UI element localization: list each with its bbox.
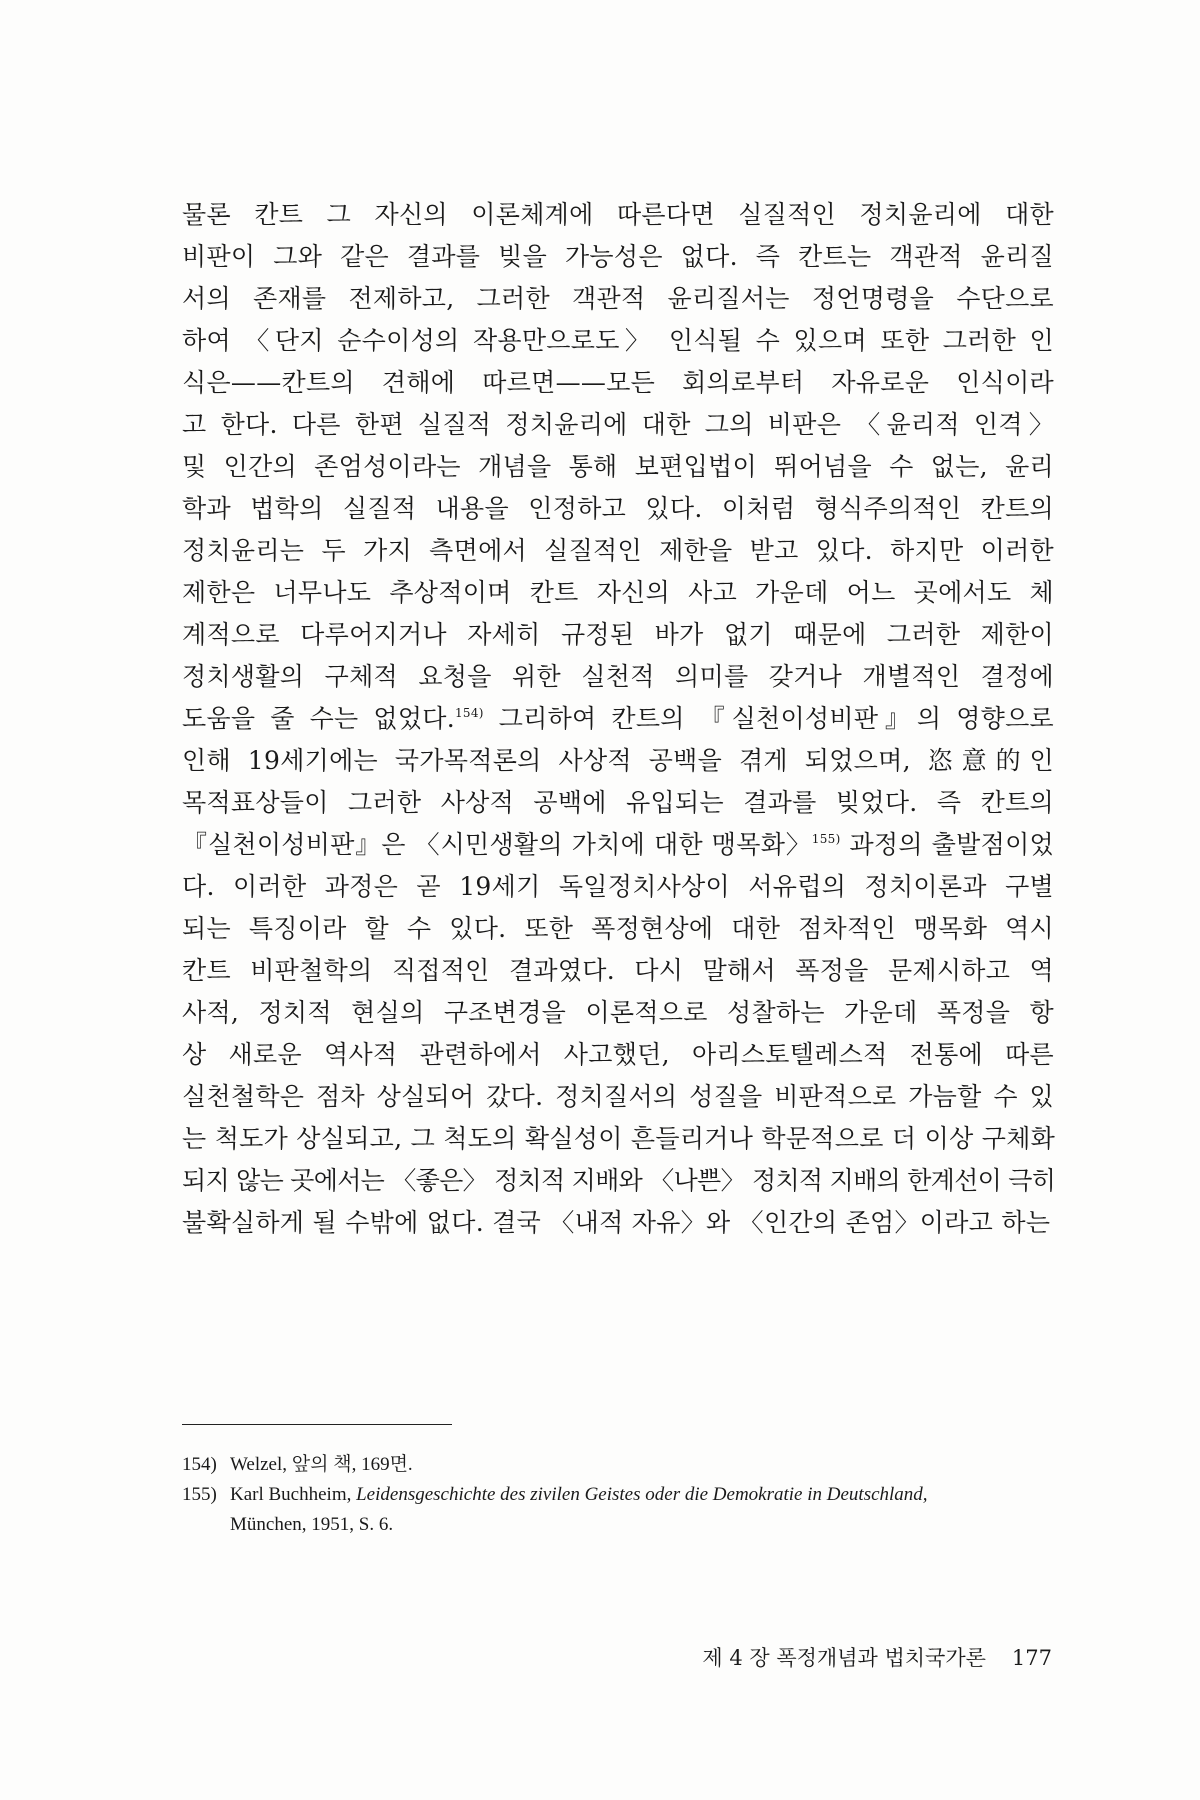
text-line: 되는 특징이라 할 수 있다. 또한 폭정현상에 대한 점차적인 맹목화 역시 bbox=[182, 914, 1054, 943]
text-line: 사적, 정치적 현실의 구조변경을 이론적으로 성찰하는 가운데 폭정을 항 bbox=[182, 998, 1054, 1027]
text-line: 제한은 너무나도 추상적이며 칸트 자신의 사고 가운데 어느 곳에서도 체 bbox=[182, 578, 1054, 607]
text-line: 하여 〈단지 순수이성의 작용만으로도〉 인식될 수 있으며 또한 그러한 인 bbox=[182, 326, 1054, 355]
text-line: 되지 않는 곳에서는 〈좋은〉 정치적 지배와 〈나쁜〉 정치적 지배의 한계선이 극히 bbox=[182, 1166, 1056, 1195]
footnote-text: Welzel, 앞의 책, 169면. bbox=[230, 1454, 413, 1475]
running-footer bbox=[702, 1642, 1052, 1672]
text-line: 상 새로운 역사적 관련하에서 사고했던, 아리스토텔레스적 전통에 따른 bbox=[182, 1040, 1054, 1069]
text-line: 식은——칸트의 견해에 따르면——모든 회의로부터 자유로운 인식이라 bbox=[182, 368, 1054, 397]
body-text bbox=[182, 194, 1054, 1244]
text-line: 학과 법학의 실질적 내용을 인정하고 있다. 이처럼 형식주의적인 칸트의 bbox=[182, 494, 1054, 523]
footnote-title: Leidensgeschichte des zivilen Geistes oder die Demokratie in Deutschland, bbox=[356, 1484, 928, 1505]
text-line: 정치생활의 구체적 요청을 위한 실천적 의미를 갖거나 개별적인 결정에 bbox=[182, 662, 1054, 691]
text-line: 서의 존재를 전제하고, 그러한 객관적 윤리질서는 정언명령을 수단으로 bbox=[182, 284, 1054, 313]
text-line: 정치윤리는 두 가지 측면에서 실질적인 제한을 받고 있다. 하지만 이러한 bbox=[182, 536, 1054, 565]
text-segment: 도움을 줄 수는 없었다. bbox=[182, 704, 455, 733]
text-segment: 과정의 출발점이었 bbox=[849, 830, 1054, 859]
text-line: 계적으로 다루어지거나 자세히 규정된 바가 없기 때문에 그러한 제한이 bbox=[182, 620, 1054, 649]
text-line bbox=[182, 824, 1054, 866]
footnote-divider bbox=[182, 1424, 452, 1425]
text-line: 비판이 그와 같은 결과를 빚을 가능성은 없다. 즉 칸트는 객관적 윤리질 bbox=[182, 242, 1054, 271]
chapter-title: 제 4 장 폭정개념과 법치국가론 bbox=[702, 1646, 986, 1670]
text-line: 다. 이러한 과정은 곧 19세기 독일정치사상이 서유럽의 정치이론과 구별 bbox=[182, 872, 1054, 901]
footnote-continuation: München, 1951, S. 6. bbox=[230, 1514, 394, 1535]
footnote-author: Karl Buchheim, bbox=[230, 1484, 352, 1505]
text-line: 칸트 비판철학의 직접적인 결과였다. 다시 말해서 폭정을 문제시하고 역 bbox=[182, 956, 1054, 985]
footnote-number: 154) bbox=[182, 1454, 217, 1475]
text-line: 불확실하게 될 수밖에 없다. 결국 〈내적 자유〉와 〈인간의 존엄〉이라고 하는 bbox=[182, 1208, 1051, 1237]
text-line: 실천철학은 점차 상실되어 갔다. 정치질서의 성질을 비판적으로 가늠할 수 있 bbox=[182, 1082, 1054, 1111]
text-line: 고 한다. 다른 한편 실질적 정치윤리에 대한 그의 비판은 〈윤리적 인격〉 bbox=[182, 410, 1054, 439]
footnote-155 bbox=[182, 1480, 1062, 1540]
text-line: 및 인간의 존엄성이라는 개념을 통해 보편입법이 뛰어넘을 수 없는, 윤리 bbox=[182, 452, 1054, 481]
text-line: 물론 칸트 그 자신의 이론체계에 따른다면 실질적인 정치윤리에 대한 bbox=[182, 200, 1054, 229]
page-number: 177 bbox=[1011, 1646, 1052, 1670]
footnote-154 bbox=[182, 1450, 1062, 1480]
text-line: 목적표상들이 그러한 사상적 공백에 유입되는 결과를 빚었다. 즉 칸트의 bbox=[182, 788, 1054, 817]
footnotes bbox=[182, 1450, 1062, 1540]
text-segment: 그리하여 칸트의 『실천이성비판』의 영향으로 bbox=[498, 704, 1055, 733]
footnote-ref[interactable]: 155) bbox=[811, 832, 841, 846]
text-line: 는 척도가 상실되고, 그 척도의 확실성이 흔들리거나 학문적으로 더 이상 구체화 bbox=[182, 1124, 1056, 1153]
text-line bbox=[182, 698, 1054, 740]
footnote-ref[interactable]: 154) bbox=[454, 706, 484, 720]
text-line: 인해 19세기에는 국가목적론의 사상적 공백을 겪게 되었으며, 恣意的인 bbox=[182, 746, 1054, 775]
text-segment: 『실천이성비판』은 〈시민생활의 가치에 대한 맹목화〉 bbox=[182, 830, 812, 859]
footnote-number: 155) bbox=[182, 1484, 217, 1505]
